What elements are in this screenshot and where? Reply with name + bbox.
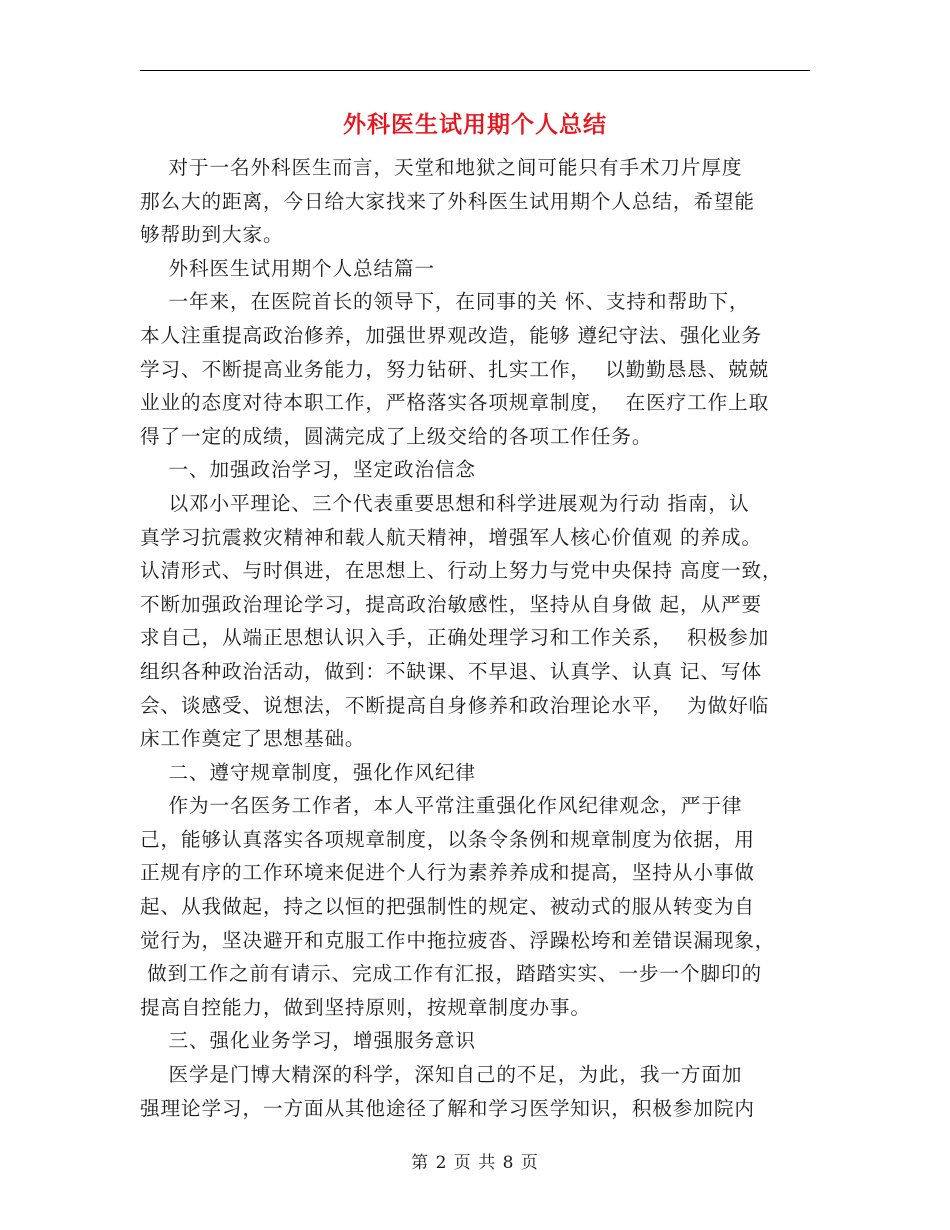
page-number: 第 2 页 共 8 页 <box>411 1153 539 1173</box>
header-rule <box>140 70 810 71</box>
body-line: 业业的态度对待本职工作，严格落实各项规章制度， 在医疗工作上取 <box>140 391 770 415</box>
body-line: 医学是门博大精深的科学，深知自己的不足，为此，我一方面加 <box>140 1063 743 1087</box>
body-line: 二、遵守规章制度，强化作风纪律 <box>140 760 476 784</box>
body-line: 本人注重提高政治修养，加强世界观改造，能够 遵纪守法、强化业务 <box>140 323 762 347</box>
body-line: 组织各种政治活动，做到：不缺课、不早退、认真学、认真 记、写体 <box>140 659 762 683</box>
body-line: 觉行为，坚决避开和克服工作中拖拉疲沓、浮躁松垮和差错误漏现象， <box>140 928 776 952</box>
body-line: 己，能够认真落实各项规章制度，以条令条例和规章制度为依据，用 <box>140 827 755 851</box>
document-body <box>140 151 812 1125</box>
body-line: 正规有序的工作环境来促进个人行为素养养成和提高，坚持从小事做 <box>140 861 755 885</box>
body-line: 够帮助到大家。 <box>140 223 284 247</box>
body-line: 对于一名外科医生而言，天堂和地狱之间可能只有手术刀片厚度 <box>140 156 743 179</box>
body-line: 学习、不断提高业务能力，努力钻研、扎实工作， 以勤勤恳恳、兢兢 <box>140 357 770 381</box>
body-line: 起、从我做起，持之以恒的把强制性的规定、被动式的服从转变为自 <box>140 895 755 919</box>
body-line: 床工作奠定了思想基础。 <box>140 727 366 751</box>
body-line: 外科医生试用期个人总结篇一 <box>140 256 435 280</box>
body-line: 三、强化业务学习，增强服务意识 <box>140 1029 476 1053</box>
body-line: 不断加强政治理论学习，提高政治敏感性，坚持从自身做 起，从严要 <box>140 592 762 616</box>
body-line: 强理论学习，一方面从其他途径了解和学习医学知识，积极参加院内 <box>140 1096 755 1120</box>
body-line: 以邓小平理论、三个代表重要思想和科学进展观为行动 指南，认 <box>140 491 750 515</box>
body-line: 作为一名医务工作者，本人平常注重强化作风纪律观念，严于律 <box>140 794 743 818</box>
body-line: 真学习抗震救灾精神和载人航天精神，增强军人核心价值观 的养成。 <box>140 525 762 549</box>
body-line: 那么大的距离，今日给大家找来了外科医生试用期个人总结，希望能 <box>140 189 755 213</box>
body-line: 会、谈感受、说想法，不断提高自身修养和政治理论水平， 为做好临 <box>140 693 770 717</box>
body-line: 求自己，从端正思想认识入手，正确处理学习和工作关系， 积极参加 <box>140 626 770 650</box>
body-line: 认清形式、与时俱进，在思想上、行动上努力与党中央保持 高度一致， <box>140 559 783 583</box>
body-line: 得了一定的成绩，圆满完成了上级交给的各项工作任务。 <box>140 424 653 448</box>
document-title: 外科医生试用期个人总结 <box>343 111 607 138</box>
body-line: 一、加强政治学习，坚定政治信念 <box>140 458 476 482</box>
body-line: 提高自控能力，做到坚持原则，按规章制度办事。 <box>140 995 591 1019</box>
body-line: 做到工作之前有请示、完成工作有汇报，踏踏实实、一步一个脚印的 <box>140 962 762 986</box>
body-line: 一年来，在医院首长的领导下，在同事的关 怀、支持和帮助下， <box>140 290 750 314</box>
